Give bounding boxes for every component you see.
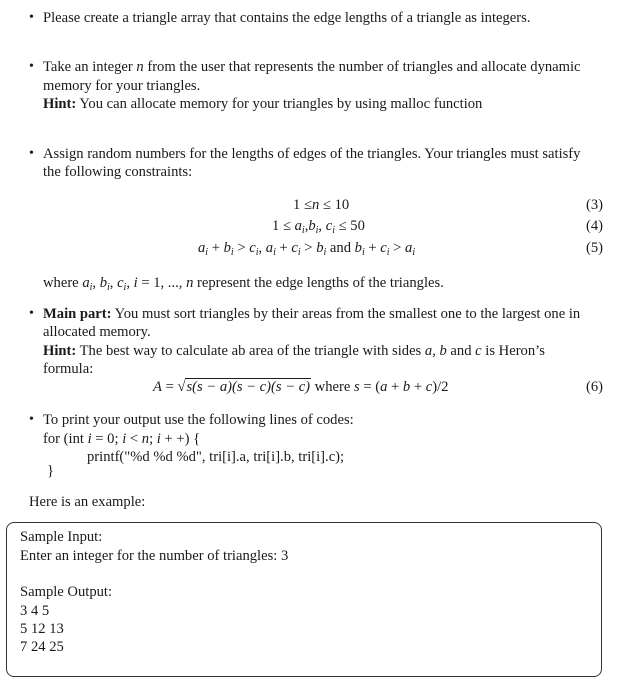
- code-printf: printf("%d %d %d", tri[i].a, tri[i].b, tri[i].c);: [87, 449, 345, 465]
- equation-3-number: (3): [585, 197, 603, 213]
- sample-output-row: 3 4 5: [20, 603, 50, 619]
- equation-5: $a_i + b_i > c_i$, $a_i + c_i > b_i$ and $b_i + c_i > a_i$: [198, 240, 416, 258]
- sample-output-label: Sample Output:: [20, 584, 113, 600]
- item2-line2: memory for your triangles.: [43, 78, 201, 94]
- bullet: •: [29, 10, 34, 25]
- bullet: •: [29, 412, 34, 427]
- item2-line1: Take an integer n from the user that represents the number of triangles and allocate dynamic: [43, 59, 581, 75]
- item3-line1: Assign random numbers for the lengths of edges of the triangles. Your triangles must satisfy: [43, 146, 581, 162]
- bullet: •: [29, 146, 34, 161]
- equation-4-number: (4): [585, 218, 603, 234]
- item3-line2: the following constraints:: [43, 164, 193, 180]
- item4-line1: Main part: You must sort triangles by their areas from the smallest one to the largest one in: [43, 306, 581, 322]
- item5-line1: To print your output use the following lines of codes:: [43, 412, 354, 428]
- sample-output-row: 7 24 25: [20, 639, 64, 655]
- item2-hint: Hint: You can allocate memory for your triangles by using malloc function: [43, 96, 483, 112]
- equation-6-number: (6): [585, 379, 603, 395]
- equation-3: 1 ≤n ≤ 10: [293, 197, 350, 213]
- item1-text: Please create a triangle array that contains the edge lengths of a triangle as integers.: [43, 10, 531, 26]
- code-close-brace: }: [47, 463, 55, 479]
- sample-input-label: Sample Input:: [20, 529, 103, 545]
- item4-formula-word: formula:: [43, 361, 94, 377]
- equation-6: A = √s(s − a)(s − c)(s − c) where s = (a + b + c)/2: [153, 379, 449, 395]
- bullet: •: [29, 306, 34, 321]
- sample-prompt: Enter an integer for the number of triangles: 3: [20, 548, 289, 564]
- equation-4: $1 \le a_i,b_i$, $c_i \le 50$: [272, 218, 365, 236]
- sample-output-row: 5 12 13: [20, 621, 64, 637]
- item3-where: where $a_i$, $b_i$, $c_i$, i = 1, ..., n represent the edge lengths of the triangles.: [43, 275, 444, 293]
- code-for-loop: for (int i = 0; i < n; i + +) {: [43, 431, 201, 447]
- item4-line2: allocated memory.: [43, 324, 151, 340]
- bullet: •: [29, 59, 34, 74]
- example-intro: Here is an example:: [29, 494, 146, 510]
- equation-5-number: (5): [585, 240, 603, 256]
- item4-hint: Hint: The best way to calculate ab area of the triangle with sides a, b and c is Heron’s: [43, 343, 545, 359]
